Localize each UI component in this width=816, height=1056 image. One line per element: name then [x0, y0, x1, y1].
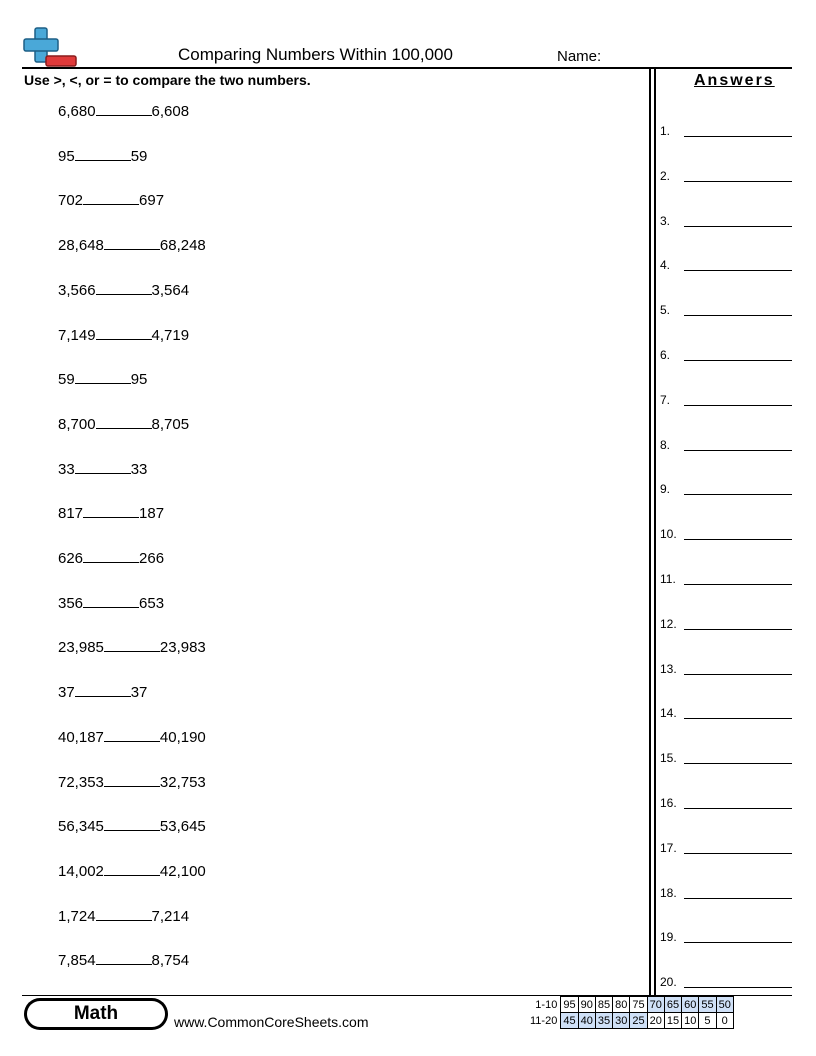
- score-cell: 0: [716, 1013, 733, 1029]
- page-title: Comparing Numbers Within 100,000: [178, 45, 453, 64]
- problem-expression: [58, 503, 164, 522]
- problem-row: [0, 503, 640, 525]
- problem-expression: [58, 637, 206, 656]
- first-number: 626: [58, 550, 84, 567]
- second-number: 53,645: [159, 818, 206, 836]
- second-number: 7,214: [151, 907, 190, 925]
- problem-expression: [58, 235, 206, 254]
- problem-expression: [58, 816, 206, 835]
- problem-expression: [58, 861, 206, 880]
- problem-row: [0, 682, 640, 704]
- problem-row: [0, 593, 640, 615]
- answer-row: [660, 480, 792, 500]
- problem-row: [0, 459, 640, 481]
- comparison-blank[interactable]: [104, 727, 160, 742]
- comparison-blank[interactable]: [75, 459, 131, 474]
- score-row-label: 11-20: [530, 1014, 558, 1027]
- score-cell: 20: [647, 1013, 664, 1029]
- first-number: 356: [58, 594, 84, 612]
- second-number: 187: [139, 505, 165, 523]
- answer-number: 6.: [660, 348, 671, 362]
- problem-row: [0, 906, 640, 928]
- second-number: 8,705: [151, 415, 190, 433]
- problem-row: [0, 190, 640, 212]
- problem-expression: [58, 906, 189, 925]
- score-row: [528, 997, 733, 1013]
- second-number: 32,753: [159, 773, 206, 791]
- first-number: 37: [58, 684, 75, 702]
- problem-expression: [58, 682, 147, 701]
- second-number: 68,248: [159, 237, 206, 255]
- problem-row: [0, 280, 640, 302]
- second-number: 697: [139, 192, 165, 210]
- answer-number: 1.: [660, 124, 671, 138]
- answer-number: 4.: [660, 258, 671, 273]
- first-number: 7,149: [58, 326, 96, 344]
- first-number: 28,648: [58, 237, 104, 255]
- website-link[interactable]: www.CommonCoreSheets.com: [174, 1014, 369, 1030]
- answer-number: 7.: [660, 392, 671, 407]
- answer-row: [660, 436, 792, 456]
- subject-badge-label: Math: [27, 1001, 165, 1027]
- answer-row: [660, 122, 792, 142]
- answer-line[interactable]: [684, 405, 792, 406]
- answer-number: 12.: [660, 616, 677, 631]
- answer-number: 19.: [660, 930, 677, 945]
- score-cell: 40: [578, 1013, 595, 1029]
- comparison-blank[interactable]: [75, 682, 131, 697]
- second-number: 3,564: [151, 281, 190, 299]
- first-number: 3,566: [58, 281, 96, 299]
- answer-line[interactable]: [684, 226, 792, 227]
- first-number: 817: [58, 505, 84, 523]
- comparison-blank[interactable]: [75, 146, 131, 161]
- answer-number: 14.: [660, 706, 677, 721]
- answer-number: 20.: [660, 975, 677, 990]
- answer-line[interactable]: [684, 360, 792, 361]
- problem-expression: [58, 414, 189, 433]
- problem-row: [0, 816, 640, 838]
- first-number: 33: [58, 460, 75, 478]
- problem-expression: [58, 369, 147, 388]
- answer-number: 3.: [660, 213, 671, 228]
- comparison-blank[interactable]: [83, 593, 139, 608]
- problem-expression: [58, 727, 206, 746]
- first-number: 6,680: [58, 103, 96, 120]
- comparison-blank[interactable]: [104, 637, 160, 652]
- answer-line[interactable]: [684, 942, 792, 943]
- first-number: 56,345: [58, 818, 104, 836]
- comparison-blank[interactable]: [104, 772, 160, 787]
- score-cell: 30: [613, 1013, 630, 1029]
- answer-line[interactable]: [684, 181, 792, 182]
- answer-number: 13.: [660, 661, 677, 676]
- score-cell: 15: [664, 1013, 681, 1029]
- answer-row: [660, 704, 792, 724]
- problem-row: [0, 861, 640, 883]
- problem-row: [0, 235, 640, 257]
- comparison-blank[interactable]: [96, 101, 152, 116]
- comparison-blank[interactable]: [96, 280, 152, 295]
- subject-badge: [24, 998, 168, 1030]
- answer-row: [660, 346, 792, 366]
- instructions: Use >, <, or = to compare the two numbers.: [24, 72, 311, 88]
- problem-row: [0, 772, 640, 794]
- first-number: 14,002: [58, 862, 104, 880]
- answer-number: 9.: [660, 482, 671, 497]
- score-cell: 45: [561, 1013, 578, 1029]
- comparison-blank[interactable]: [104, 816, 160, 831]
- problem-row: [0, 146, 640, 168]
- score-cell: 85: [595, 997, 612, 1013]
- comparison-blank[interactable]: [96, 414, 152, 429]
- answer-line[interactable]: [684, 718, 792, 719]
- problem-expression: [58, 548, 164, 567]
- second-number: 653: [139, 594, 165, 612]
- problem-expression: [58, 459, 147, 478]
- answer-row: [660, 973, 792, 993]
- answer-row: [660, 794, 792, 814]
- problem-row: [0, 101, 640, 123]
- first-number: 95: [58, 147, 75, 165]
- answer-line[interactable]: [684, 539, 792, 540]
- first-number: 8,700: [58, 415, 96, 433]
- problem-expression: [58, 190, 164, 209]
- score-cell: 10: [682, 1013, 699, 1029]
- second-number: 59: [130, 147, 148, 165]
- first-number: 40,187: [58, 728, 104, 746]
- header-divider: [22, 67, 792, 69]
- answer-line[interactable]: [684, 315, 792, 316]
- comparison-blank[interactable]: [96, 950, 152, 965]
- answer-row: [660, 301, 792, 321]
- comparison-blank[interactable]: [83, 548, 139, 563]
- answer-line[interactable]: [684, 270, 792, 271]
- plus-minus-icon: [22, 26, 78, 68]
- answers-heading: Answers: [694, 72, 775, 89]
- problem-row: [0, 950, 640, 972]
- score-row: [528, 1013, 733, 1029]
- answer-line[interactable]: [684, 584, 792, 585]
- second-number: 266: [139, 550, 165, 567]
- answer-row: [660, 839, 792, 859]
- answer-number: 16.: [660, 796, 677, 810]
- comparison-blank[interactable]: [75, 369, 131, 384]
- score-cell: 55: [699, 997, 716, 1013]
- second-number: 8,754: [151, 952, 190, 970]
- answer-row: [660, 928, 792, 948]
- answer-line[interactable]: [684, 987, 792, 988]
- problem-row: [0, 414, 640, 436]
- answer-row: [660, 749, 792, 769]
- second-number: 42,100: [159, 862, 206, 880]
- answer-row: [660, 391, 792, 411]
- answer-number: 5.: [660, 303, 671, 318]
- problem-expression: [58, 593, 164, 612]
- first-number: 702: [58, 192, 84, 210]
- second-number: 4,719: [151, 326, 190, 344]
- score-cell: 5: [699, 1013, 716, 1029]
- score-cell: 60: [682, 997, 699, 1013]
- comparison-blank[interactable]: [104, 235, 160, 250]
- first-number: 23,985: [58, 639, 104, 657]
- answer-row: [660, 615, 792, 635]
- problem-expression: [58, 772, 206, 791]
- answer-row: [660, 167, 792, 187]
- first-number: 59: [58, 371, 75, 389]
- first-number: 7,854: [58, 952, 96, 970]
- score-row-label: 1-10: [535, 998, 558, 1011]
- first-number: 1,724: [58, 907, 96, 925]
- second-number: 23,983: [159, 639, 206, 657]
- score-cell: 35: [595, 1013, 612, 1029]
- answer-number: 17.: [660, 840, 677, 855]
- problem-expression: [58, 950, 189, 969]
- second-number: 40,190: [159, 728, 206, 746]
- answer-line[interactable]: [684, 853, 792, 854]
- second-number: 37: [130, 684, 148, 702]
- answer-number: 11.: [660, 572, 676, 586]
- comparison-blank[interactable]: [104, 861, 160, 876]
- answer-line[interactable]: [684, 808, 792, 809]
- score-cell: 80: [613, 997, 630, 1013]
- problem-row: [0, 637, 640, 659]
- problem-row: [0, 548, 640, 570]
- answer-line[interactable]: [684, 494, 792, 495]
- answer-row: [660, 570, 792, 590]
- problem-expression: [58, 146, 147, 165]
- score-cell: 90: [578, 997, 595, 1013]
- answer-line[interactable]: [684, 674, 792, 675]
- answer-line[interactable]: [684, 763, 792, 764]
- second-number: 95: [130, 371, 148, 389]
- answer-line[interactable]: [684, 898, 792, 899]
- score-cell: 50: [716, 997, 733, 1013]
- name-label: Name:: [557, 48, 602, 65]
- score-cell: 65: [664, 997, 681, 1013]
- comparison-blank[interactable]: [96, 906, 152, 921]
- score-cell: 70: [647, 997, 664, 1013]
- second-number: 6,608: [151, 103, 190, 120]
- answer-row: [660, 525, 792, 545]
- answer-number: 10.: [660, 527, 677, 542]
- problem-row: [0, 369, 640, 391]
- problem-expression: [58, 101, 189, 120]
- answer-number: 15.: [660, 751, 677, 766]
- answer-column-divider: [654, 69, 656, 995]
- answer-number: 18.: [660, 885, 677, 900]
- answer-number: 8.: [660, 437, 671, 452]
- answer-row: [660, 660, 792, 680]
- answer-row: [660, 884, 792, 904]
- answer-row: [660, 212, 792, 232]
- answer-row: [660, 256, 792, 276]
- answer-number: 2.: [660, 168, 671, 183]
- comparison-blank[interactable]: [96, 325, 152, 340]
- answer-column-divider: [649, 69, 651, 995]
- answer-line[interactable]: [684, 450, 792, 451]
- score-cell: 95: [561, 997, 578, 1013]
- score-cell: 75: [630, 997, 647, 1013]
- score-table: [528, 996, 734, 1029]
- problem-expression: [58, 280, 189, 299]
- second-number: 33: [130, 460, 148, 478]
- score-cell: 25: [630, 1013, 647, 1029]
- answer-line[interactable]: [684, 136, 792, 137]
- problem-expression: [58, 325, 189, 344]
- comparison-blank[interactable]: [83, 503, 139, 518]
- problem-row: [0, 325, 640, 347]
- comparison-blank[interactable]: [83, 190, 139, 205]
- answer-line[interactable]: [684, 629, 792, 630]
- problem-row: [0, 727, 640, 749]
- first-number: 72,353: [58, 773, 104, 791]
